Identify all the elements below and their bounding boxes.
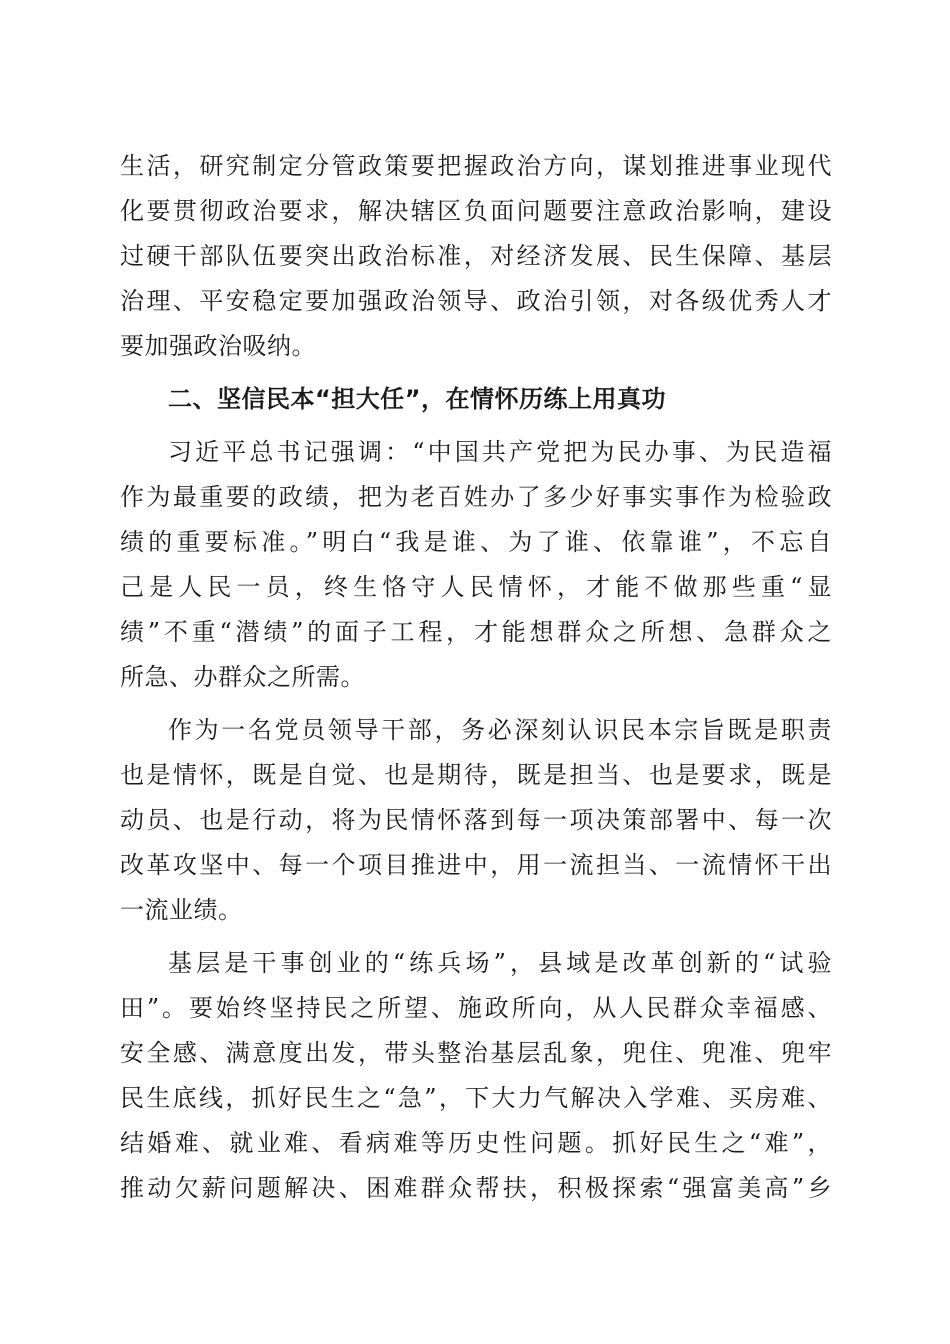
paragraph xyxy=(120,430,832,700)
text-line: 一流业绩。 xyxy=(120,896,243,924)
paragraph xyxy=(120,941,832,1211)
text-line: 治理、平安稳定要加强政治领导、政治引领，对各级优秀人才 xyxy=(120,287,832,315)
text-line: 化要贯彻政治要求，解决辖区负面问题要注意政治影响，建设 xyxy=(120,197,832,225)
text-line: 也是情怀，既是自觉、也是期待，既是担当、也是要求，既是 xyxy=(120,761,832,789)
text-line: 改革攻坚中、每一个项目推进中，用一流担当、一流情怀干出 xyxy=(120,851,832,879)
text-line: 绩”不重“潜绩”的面子工程，才能想群众之所想、急群众之 xyxy=(120,618,832,646)
text-line: 安全感、满意度出发，带头整治基层乱象，兜住、兜准、兜牢 xyxy=(120,1039,832,1067)
paragraph xyxy=(120,144,832,369)
paragraph xyxy=(120,708,832,933)
text-line: 生活，研究制定分管政策要把握政治方向，谋划推进事业现代 xyxy=(120,152,832,180)
text-line: 绩的重要标准。”明白“我是谁、为了谁、依靠谁”，不忘自 xyxy=(120,528,832,556)
text-line: 作为一名党员领导干部，务必深刻认识民本宗旨既是职责 xyxy=(168,716,832,744)
text-line: 作为最重要的政绩，把为老百姓办了多少好事实事作为检验政 xyxy=(120,483,832,511)
text-line: 所急、办群众之所需。 xyxy=(120,663,365,691)
heading-text: 二、坚信民本“担大任”，在情怀历练上用真功 xyxy=(168,385,667,413)
text-line: 习近平总书记强调：“中国共产党把为民办事、为民造福 xyxy=(168,438,832,466)
text-line: 结婚难、就业难、看病难等历史性问题。抓好民生之“难”， xyxy=(120,1129,832,1157)
text-line: 动员、也是行动，将为民情怀落到每一项决策部署中、每一次 xyxy=(120,806,832,834)
text-line: 田”。要始终坚持民之所望、施政所向，从人民群众幸福感、 xyxy=(120,994,832,1022)
text-line: 要加强政治吸纳。 xyxy=(120,332,316,360)
section-heading xyxy=(120,377,832,422)
text-line: 推动欠薪问题解决、困难群众帮扶，积极探索“强富美高”乡 xyxy=(120,1174,832,1202)
text-line: 己是人民一员，终生恪守人民情怀，才能不做那些重“显 xyxy=(120,573,832,601)
text-line: 民生底线，抓好民生之“急”，下大力气解决入学难、买房难、 xyxy=(120,1084,832,1112)
text-line: 基层是干事创业的“练兵场”，县域是改革创新的“试验 xyxy=(168,949,832,977)
text-line: 过硬干部队伍要突出政治标准，对经济发展、民生保障、基层 xyxy=(120,242,832,270)
document-body xyxy=(120,144,832,1211)
